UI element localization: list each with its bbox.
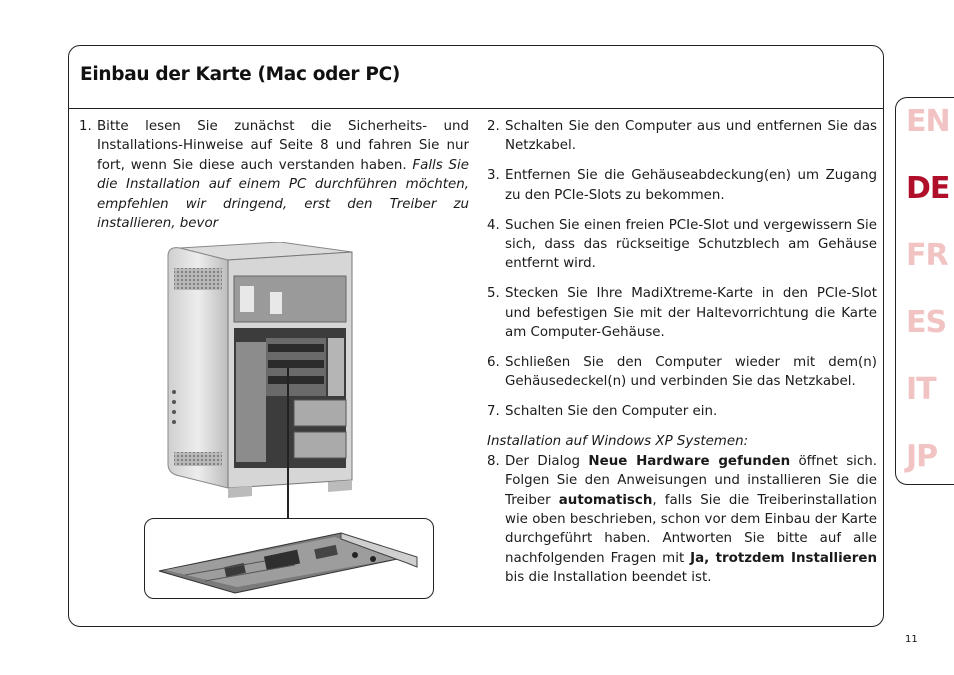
left-column (79, 117, 469, 244)
step-1 (79, 117, 469, 233)
lang-tab-en[interactable]: EN (906, 104, 950, 139)
step-number: 6. (487, 355, 500, 371)
step-text: Suchen Sie einen freien PCIe-Slot und vergewissern Sie sich, dass das rückseitige Schutzblech am Gehäuse entfernt wird. (505, 217, 877, 272)
step-text: Entfernen Sie die Gehäuseabdeckung(en) um Zugang zu den PCIe-Slots zu bekommen. (505, 168, 877, 203)
step-number: 1. (79, 119, 92, 134)
page-title: Einbau der Karte (Mac oder PC) (80, 64, 401, 85)
mac-pro-tower-icon (160, 242, 356, 498)
step-8-text-4: bis die Installation beendet ist. (505, 570, 712, 586)
step-8-text-2: öffnet sich. Folgen Sie den Anweisungen und installieren Sie die Treiber (505, 453, 878, 508)
title-bar (69, 46, 883, 109)
callout-connector-line (287, 368, 289, 519)
step-number: 4. (487, 217, 500, 233)
dialog-name: Neue Hardware gefunden (588, 453, 791, 469)
page-number: 11 (905, 634, 918, 645)
pcie-card-icon (145, 519, 432, 597)
install-mode: automatisch (558, 492, 653, 508)
step-text (505, 452, 877, 588)
step-4 (487, 216, 877, 274)
card-callout-box (144, 518, 434, 599)
lang-tab-jp[interactable]: JP (906, 439, 938, 474)
step-number: 3. (487, 168, 500, 184)
lang-tab-de[interactable]: DE (906, 171, 950, 206)
step-5 (487, 284, 877, 342)
step-number: 7. (487, 404, 500, 420)
step-8-text-3: , falls Sie die Treiberinstallation wie oben beschrieben, schon vor dem Einbau der Karte durchgeführt haben. Antworten Sie bitte auf alle nachfolgenden Fragen mit (505, 492, 877, 566)
windows-xp-subheading: Installation auf Windows XP Systemen: (487, 434, 749, 450)
step-6 (487, 353, 877, 392)
step-text: Schließen Sie den Computer wieder mit dem(n) Gehäusedeckel(n) und verbinden Sie das Netzkabel. (505, 355, 877, 390)
step-3 (487, 166, 877, 205)
step-text: Schalten Sie den Computer ein. (505, 404, 718, 420)
step-1-text: Bitte lesen Sie zunächst die Sicherheits- und Installations-Hinweise auf Seite 8 und fahren Sie nur fort, wenn Sie diese auch verstanden haben. (97, 119, 469, 173)
lang-tab-fr[interactable]: FR (906, 238, 948, 273)
step-7 (487, 402, 877, 421)
lang-tab-es[interactable]: ES (906, 305, 947, 340)
answer-option: Ja, trotzdem Installieren (690, 550, 877, 566)
step-text (97, 117, 469, 233)
step-2 (487, 117, 877, 156)
step-1-italic-note: Falls Sie die Installation auf einem PC durchführen möchten, empfehlen wir dringend, erst den Treiber zu installieren, bevor (97, 157, 469, 232)
language-tabs (895, 97, 954, 485)
step-number: 2. (487, 119, 500, 134)
step-8-text-1: Der Dialog (505, 453, 589, 469)
step-8 (487, 452, 877, 588)
right-column (487, 117, 877, 598)
step-number: 5. (487, 286, 500, 302)
step-text: Stecken Sie Ihre MadiXtreme-Karte in den PCIe-Slot und befestigen Sie mit der Haltevorrichtung die Karte am Computer-Gehäuse. (505, 286, 877, 341)
step-text: Schalten Sie den Computer aus und entfernen Sie das Netzkabel. (505, 119, 877, 154)
step-number: 8. (487, 453, 500, 469)
lang-tab-it[interactable]: IT (906, 372, 936, 407)
